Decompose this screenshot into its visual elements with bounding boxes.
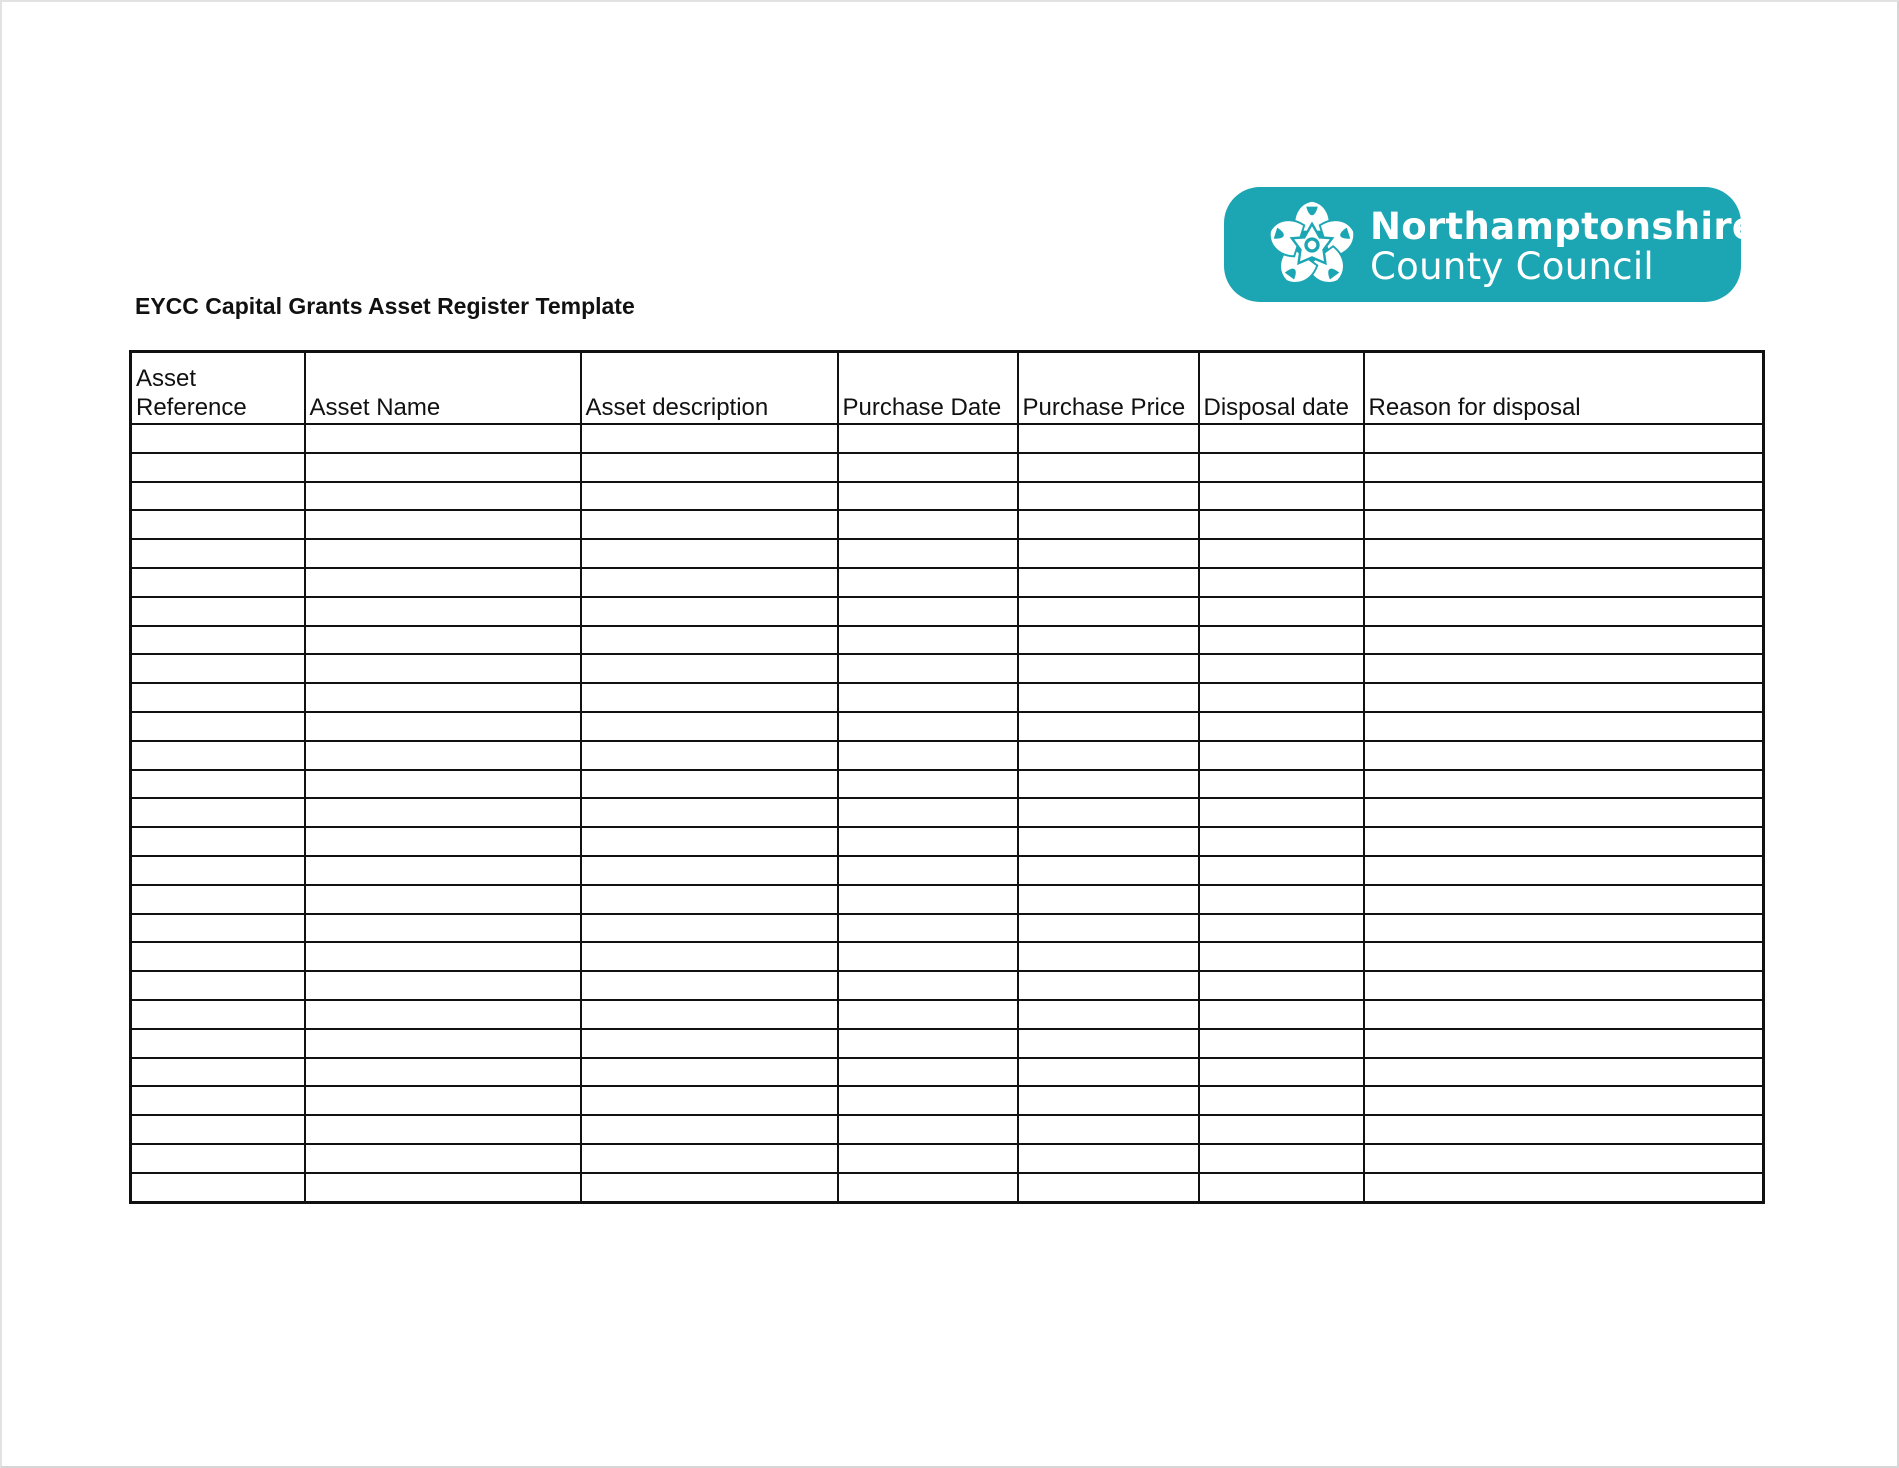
table-cell-purchase-price[interactable] [1018,712,1199,741]
table-cell-purchase-price[interactable] [1018,856,1199,885]
table-cell-purchase-date[interactable] [838,770,1018,799]
table-cell-reason-for-disposal[interactable] [1364,971,1764,1000]
table-cell-asset-name[interactable] [305,856,581,885]
table-cell-purchase-price[interactable] [1018,1058,1199,1087]
table-cell-asset-description[interactable] [581,539,838,568]
table-cell-purchase-price[interactable] [1018,1173,1199,1202]
table-cell-purchase-date[interactable] [838,683,1018,712]
table-cell-disposal-date[interactable] [1199,1115,1364,1144]
table-cell-purchase-price[interactable] [1018,539,1199,568]
table-cell-asset-name[interactable] [305,597,581,626]
table-cell-disposal-date[interactable] [1199,482,1364,511]
table-cell-asset-description[interactable] [581,856,838,885]
table-cell-asset-reference[interactable] [131,1086,305,1115]
table-cell-disposal-date[interactable] [1199,827,1364,856]
table-cell-asset-description[interactable] [581,1086,838,1115]
table-row [131,626,1764,655]
table-cell-asset-reference[interactable] [131,510,305,539]
asset-register-table [129,350,1765,1204]
table-cell-disposal-date[interactable] [1199,856,1364,885]
table-cell-asset-description[interactable] [581,1173,838,1202]
table-row [131,510,1764,539]
table-cell-reason-for-disposal[interactable] [1364,683,1764,712]
table-cell-purchase-date[interactable] [838,1000,1018,1029]
table-row [131,1173,1764,1202]
table-cell-disposal-date[interactable] [1199,798,1364,827]
table-cell-disposal-date[interactable] [1199,510,1364,539]
table-cell-disposal-date[interactable] [1199,683,1364,712]
column-header-asset-reference [131,352,305,425]
table-cell-purchase-price[interactable] [1018,1115,1199,1144]
table-cell-disposal-date[interactable] [1199,1029,1364,1058]
table-cell-reason-for-disposal[interactable] [1364,798,1764,827]
table-cell-purchase-date[interactable] [838,1115,1018,1144]
table-cell-disposal-date[interactable] [1199,942,1364,971]
table-cell-disposal-date[interactable] [1199,770,1364,799]
table-cell-purchase-price[interactable] [1018,568,1199,597]
table-cell-asset-reference[interactable] [131,741,305,770]
table-row [131,856,1764,885]
table-row [131,712,1764,741]
table-cell-asset-reference[interactable] [131,1173,305,1202]
table-row [131,770,1764,799]
tudor-rose-icon [1264,197,1360,293]
table-cell-purchase-date[interactable] [838,539,1018,568]
table-cell-purchase-price[interactable] [1018,971,1199,1000]
table-cell-disposal-date[interactable] [1199,712,1364,741]
table-cell-asset-name[interactable] [305,626,581,655]
table-cell-asset-description[interactable] [581,626,838,655]
table-row [131,453,1764,482]
table-cell-disposal-date[interactable] [1199,914,1364,943]
table-cell-asset-description[interactable] [581,770,838,799]
table-cell-reason-for-disposal[interactable] [1364,482,1764,511]
table-cell-purchase-price[interactable] [1018,1144,1199,1173]
table-cell-purchase-price[interactable] [1018,942,1199,971]
table-cell-asset-reference[interactable] [131,482,305,511]
table-row [131,654,1764,683]
table-cell-asset-name[interactable] [305,539,581,568]
table-cell-asset-name[interactable] [305,885,581,914]
table-cell-asset-name[interactable] [305,1000,581,1029]
table-cell-purchase-date[interactable] [838,510,1018,539]
table-cell-reason-for-disposal[interactable] [1364,510,1764,539]
table-cell-asset-name[interactable] [305,510,581,539]
table-cell-asset-description[interactable] [581,1115,838,1144]
table-cell-purchase-date[interactable] [838,654,1018,683]
table-cell-asset-name[interactable] [305,827,581,856]
table-cell-purchase-date[interactable] [838,1144,1018,1173]
table-cell-disposal-date[interactable] [1199,1144,1364,1173]
table-cell-purchase-price[interactable] [1018,683,1199,712]
table-cell-reason-for-disposal[interactable] [1364,568,1764,597]
table-cell-reason-for-disposal[interactable] [1364,539,1764,568]
table-cell-asset-description[interactable] [581,1058,838,1087]
table-cell-asset-description[interactable] [581,741,838,770]
table-cell-disposal-date[interactable] [1199,597,1364,626]
table-cell-asset-name[interactable] [305,453,581,482]
table-cell-purchase-price[interactable] [1018,741,1199,770]
table-cell-purchase-price[interactable] [1018,885,1199,914]
table-cell-disposal-date[interactable] [1199,424,1364,453]
table-cell-purchase-date[interactable] [838,942,1018,971]
table-cell-reason-for-disposal[interactable] [1364,1173,1764,1202]
table-cell-purchase-price[interactable] [1018,1086,1199,1115]
table-cell-reason-for-disposal[interactable] [1364,827,1764,856]
table-cell-disposal-date[interactable] [1199,971,1364,1000]
table-cell-purchase-price[interactable] [1018,1000,1199,1029]
table-row [131,424,1764,453]
table-row [131,683,1764,712]
document-title: EYCC Capital Grants Asset Register Template [135,293,635,319]
table-row [131,482,1764,511]
table-cell-reason-for-disposal[interactable] [1364,1144,1764,1173]
table-cell-purchase-date[interactable] [838,798,1018,827]
table-cell-asset-reference[interactable] [131,1058,305,1087]
table-row [131,885,1764,914]
table-cell-asset-reference[interactable] [131,1144,305,1173]
table-cell-reason-for-disposal[interactable] [1364,654,1764,683]
table-row [131,741,1764,770]
table-cell-asset-description[interactable] [581,1029,838,1058]
table-header-row [131,352,1764,425]
table-row [131,1115,1764,1144]
table-row [131,568,1764,597]
table-cell-purchase-price[interactable] [1018,597,1199,626]
table-cell-purchase-date[interactable] [838,1086,1018,1115]
table-cell-purchase-price[interactable] [1018,424,1199,453]
table-cell-asset-name[interactable] [305,942,581,971]
table-cell-purchase-price[interactable] [1018,914,1199,943]
table-cell-asset-name[interactable] [305,683,581,712]
table-cell-asset-description[interactable] [581,798,838,827]
table-cell-asset-name[interactable] [305,482,581,511]
table-cell-asset-description[interactable] [581,1144,838,1173]
table-cell-asset-name[interactable] [305,424,581,453]
table-cell-asset-name[interactable] [305,1115,581,1144]
table-cell-asset-name[interactable] [305,1144,581,1173]
table-cell-asset-reference[interactable] [131,568,305,597]
table-cell-purchase-date[interactable] [838,568,1018,597]
table-cell-asset-reference[interactable] [131,712,305,741]
table-cell-asset-description[interactable] [581,453,838,482]
table-cell-purchase-price[interactable] [1018,798,1199,827]
table-cell-asset-name[interactable] [305,1086,581,1115]
table-cell-asset-name[interactable] [305,568,581,597]
table-cell-purchase-date[interactable] [838,482,1018,511]
table-cell-reason-for-disposal[interactable] [1364,914,1764,943]
table-cell-disposal-date[interactable] [1199,654,1364,683]
table-cell-reason-for-disposal[interactable] [1364,597,1764,626]
table-cell-asset-reference[interactable] [131,1115,305,1144]
table-cell-asset-name[interactable] [305,1029,581,1058]
table-row [131,1000,1764,1029]
table-cell-asset-reference[interactable] [131,971,305,1000]
table-cell-asset-reference[interactable] [131,424,305,453]
table-cell-asset-reference[interactable] [131,539,305,568]
table-row [131,1029,1764,1058]
table-cell-disposal-date[interactable] [1199,453,1364,482]
table-row [131,1086,1764,1115]
table-cell-asset-description[interactable] [581,712,838,741]
table-cell-asset-reference[interactable] [131,856,305,885]
table-cell-asset-description[interactable] [581,971,838,1000]
column-header-asset-name: Asset Name [305,352,581,425]
table-cell-reason-for-disposal[interactable] [1364,885,1764,914]
table-cell-reason-for-disposal[interactable] [1364,1029,1764,1058]
table-row [131,1058,1764,1087]
table-cell-purchase-date[interactable] [838,885,1018,914]
table-cell-purchase-date[interactable] [838,453,1018,482]
table-row [131,1144,1764,1173]
table-cell-disposal-date[interactable] [1199,1086,1364,1115]
table-cell-purchase-date[interactable] [838,914,1018,943]
table-cell-reason-for-disposal[interactable] [1364,1086,1764,1115]
table-cell-asset-reference[interactable] [131,1029,305,1058]
table-cell-asset-description[interactable] [581,827,838,856]
table-cell-asset-reference[interactable] [131,683,305,712]
table-cell-purchase-date[interactable] [838,424,1018,453]
table-cell-purchase-date[interactable] [838,626,1018,655]
table-cell-asset-description[interactable] [581,1000,838,1029]
table-cell-asset-name[interactable] [305,1058,581,1087]
column-header-asset-description: Asset description [581,352,838,425]
table-cell-disposal-date[interactable] [1199,1000,1364,1029]
table-cell-reason-for-disposal[interactable] [1364,712,1764,741]
table-cell-reason-for-disposal[interactable] [1364,626,1764,655]
table-cell-asset-reference[interactable] [131,827,305,856]
column-header-disposal-date: Disposal date [1199,352,1364,425]
table-cell-purchase-price[interactable] [1018,1029,1199,1058]
table-cell-reason-for-disposal[interactable] [1364,942,1764,971]
table-cell-asset-name[interactable] [305,654,581,683]
table-cell-asset-reference[interactable] [131,885,305,914]
table-cell-asset-reference[interactable] [131,798,305,827]
table-cell-purchase-date[interactable] [838,712,1018,741]
table-row [131,597,1764,626]
table-cell-purchase-date[interactable] [838,971,1018,1000]
table-cell-asset-name[interactable] [305,1173,581,1202]
table-cell-disposal-date[interactable] [1199,885,1364,914]
table-cell-purchase-price[interactable] [1018,510,1199,539]
table-cell-reason-for-disposal[interactable] [1364,1000,1764,1029]
table-cell-asset-reference[interactable] [131,654,305,683]
table-row [131,827,1764,856]
table-cell-asset-name[interactable] [305,914,581,943]
table-cell-disposal-date[interactable] [1199,539,1364,568]
table-cell-asset-description[interactable] [581,683,838,712]
council-logo [1224,187,1758,302]
table-cell-purchase-date[interactable] [838,1029,1018,1058]
column-header-line2: Reference [136,394,247,421]
table-cell-purchase-date[interactable] [838,1058,1018,1087]
table-cell-disposal-date[interactable] [1199,568,1364,597]
table-cell-disposal-date[interactable] [1199,1173,1364,1202]
table-cell-asset-reference[interactable] [131,1000,305,1029]
table-cell-purchase-price[interactable] [1018,626,1199,655]
logo-name-line1: Northamptonshire [1370,205,1758,248]
table-cell-asset-name[interactable] [305,770,581,799]
table-cell-reason-for-disposal[interactable] [1364,1115,1764,1144]
table-cell-asset-description[interactable] [581,597,838,626]
table-cell-asset-description[interactable] [581,424,838,453]
table-cell-asset-description[interactable] [581,885,838,914]
table-cell-asset-name[interactable] [305,798,581,827]
table-cell-purchase-date[interactable] [838,1173,1018,1202]
table-cell-purchase-price[interactable] [1018,453,1199,482]
table-cell-asset-description[interactable] [581,654,838,683]
column-header-line1: Asset [136,365,197,392]
table-cell-reason-for-disposal[interactable] [1364,856,1764,885]
table-cell-purchase-date[interactable] [838,856,1018,885]
logo-name-line2: County Council [1370,245,1655,288]
table-body [131,424,1764,1202]
table-cell-asset-description[interactable] [581,942,838,971]
table-cell-asset-reference[interactable] [131,626,305,655]
table-row [131,914,1764,943]
table-cell-asset-name[interactable] [305,741,581,770]
table-cell-asset-reference[interactable] [131,770,305,799]
table-cell-reason-for-disposal[interactable] [1364,1058,1764,1087]
table-cell-reason-for-disposal[interactable] [1364,770,1764,799]
table-row [131,539,1764,568]
table-cell-disposal-date[interactable] [1199,1058,1364,1087]
table-cell-asset-reference[interactable] [131,453,305,482]
table-cell-purchase-date[interactable] [838,827,1018,856]
table-cell-reason-for-disposal[interactable] [1364,741,1764,770]
table-cell-asset-description[interactable] [581,510,838,539]
table-cell-asset-description[interactable] [581,568,838,597]
column-header-purchase-price: Purchase Price [1018,352,1199,425]
table-cell-purchase-date[interactable] [838,741,1018,770]
table-cell-purchase-date[interactable] [838,597,1018,626]
table-cell-asset-description[interactable] [581,482,838,511]
table-cell-purchase-price[interactable] [1018,654,1199,683]
table-cell-asset-name[interactable] [305,712,581,741]
table-cell-disposal-date[interactable] [1199,741,1364,770]
table-cell-reason-for-disposal[interactable] [1364,453,1764,482]
column-header-purchase-date: Purchase Date [838,352,1018,425]
table-row [131,971,1764,1000]
table-cell-asset-reference[interactable] [131,914,305,943]
column-header-reason-for-disposal: Reason for disposal [1364,352,1764,425]
table-cell-purchase-price[interactable] [1018,770,1199,799]
table-cell-disposal-date[interactable] [1199,626,1364,655]
table-cell-purchase-price[interactable] [1018,827,1199,856]
table-cell-asset-reference[interactable] [131,942,305,971]
table-row [131,942,1764,971]
table-cell-asset-reference[interactable] [131,597,305,626]
table-cell-asset-description[interactable] [581,914,838,943]
table-cell-asset-name[interactable] [305,971,581,1000]
table-cell-purchase-price[interactable] [1018,482,1199,511]
table-row [131,798,1764,827]
table-cell-reason-for-disposal[interactable] [1364,424,1764,453]
